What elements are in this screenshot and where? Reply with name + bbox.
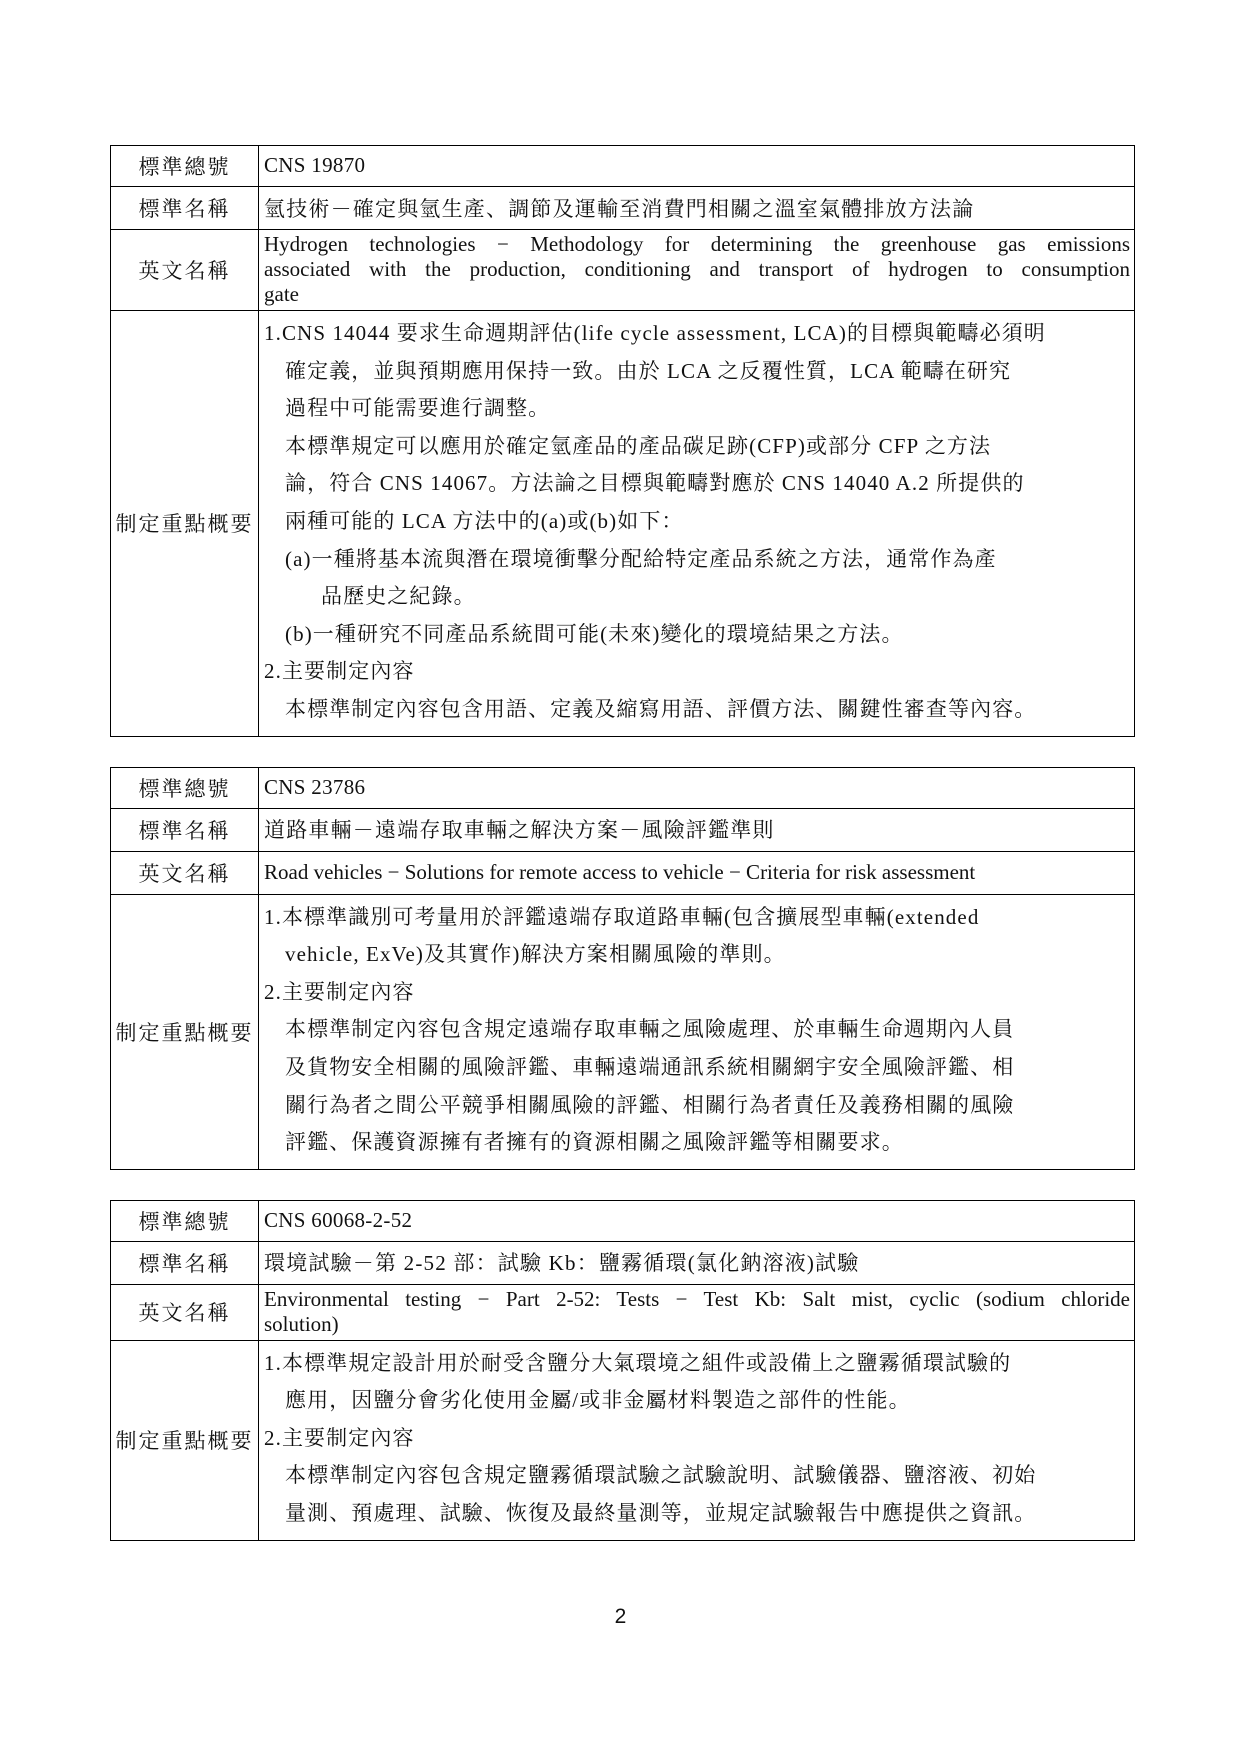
summary-line: 論，符合 CNS 14067。方法論之目標與範疇對應於 CNS 14040 A.2 所提供的 — [285, 471, 1025, 496]
summary-line: 本標準制定內容包含規定遠端存取車輛之風險處理、於車輛生命週期內人員 — [285, 1017, 1015, 1042]
english-name-label: 英文名稱 — [111, 230, 259, 311]
english-line: solution) — [264, 1311, 339, 1336]
summary-line: 過程中可能需要進行調整。 — [285, 396, 551, 421]
english-name-row — [111, 1284, 1135, 1340]
standard-table-cns-60068-2-52 — [110, 1200, 1135, 1541]
standard-table-cns-19870 — [110, 145, 1135, 737]
english-name-label: 英文名稱 — [111, 1284, 259, 1340]
summary-row — [111, 894, 1135, 1169]
english-name-row — [111, 851, 1135, 894]
standard-code-row — [111, 1200, 1135, 1241]
summary-label: 制定重點概要 — [111, 311, 259, 737]
standard-name-label: 標準名稱 — [111, 187, 259, 230]
page-number: 2 — [614, 1605, 627, 1628]
summary-line: 應用，因鹽分會劣化使用金屬/或非金屬材料製造之部件的性能。 — [285, 1388, 911, 1413]
summary-value — [259, 894, 1135, 1169]
summary-line: 兩種可能的 LCA 方法中的(a)或(b)如下： — [285, 508, 684, 533]
english-name-value — [259, 1284, 1135, 1340]
standard-name-value: 氫技術－確定與氫生產、調節及運輸至消費門相關之溫室氣體排放方法論 — [259, 187, 1135, 230]
standard-name-row — [111, 187, 1135, 230]
standard-name-value: 道路車輛－遠端存取車輛之解決方案－風險評鑑準則 — [259, 808, 1135, 851]
summary-line: 關行為者之間公平競爭相關風險的評鑑、相關行為者責任及義務相關的風險 — [285, 1092, 1015, 1117]
standard-code-row — [111, 767, 1135, 808]
summary-line: (b)一種研究不同產品系統間可能(未來)變化的環境結果之方法。 — [285, 621, 904, 646]
standard-name-value: 環境試驗－第 2-52 部：試驗 Kb：鹽霧循環(氯化鈉溶液)試驗 — [259, 1241, 1135, 1284]
standard-code-value: CNS 23786 — [259, 767, 1135, 808]
summary-line: vehicle, ExVe)及其實作)解決方案相關風險的準則。 — [285, 942, 786, 967]
english-name-value — [259, 851, 1135, 894]
standard-code-label: 標準總號 — [111, 767, 259, 808]
summary-line: 1.本標準規定設計用於耐受含鹽分大氣環境之組件或設備上之鹽霧循環試驗的 — [264, 1350, 1012, 1375]
summary-line: 2.主要制定內容 — [264, 1425, 415, 1450]
standard-name-label: 標準名稱 — [111, 808, 259, 851]
summary-label: 制定重點概要 — [111, 1340, 259, 1540]
standard-code-row — [111, 146, 1135, 187]
standard-name-label: 標準名稱 — [111, 1241, 259, 1284]
summary-row — [111, 1340, 1135, 1540]
summary-line: 及貨物安全相關的風險評鑑、車輛遠端通訊系統相關網宇安全風險評鑑、相 — [285, 1054, 1015, 1079]
summary-label: 制定重點概要 — [111, 894, 259, 1169]
summary-line: 本標準制定內容包含用語、定義及縮寫用語、評價方法、關鍵性審查等內容。 — [285, 696, 1037, 721]
standard-name-row — [111, 808, 1135, 851]
standard-code-label: 標準總號 — [111, 1200, 259, 1241]
english-line: gate — [264, 282, 299, 306]
standard-code-value: CNS 60068-2-52 — [259, 1200, 1135, 1241]
summary-line: 1.本標準識別可考量用於評鑑遠端存取道路車輛(包含擴展型車輛(extended — [264, 904, 980, 929]
english-line: Road vehicles − Solutions for remote access to vehicle − Criteria for risk assessment — [264, 859, 976, 884]
standard-name-row — [111, 1241, 1135, 1284]
english-name-value — [259, 230, 1135, 311]
summary-value — [259, 311, 1135, 737]
summary-line: 1.CNS 14044 要求生命週期評估(life cycle assessment, LCA)的目標與範疇必須明 — [264, 321, 1046, 345]
summary-line: 確定義，並與預期應用保持一致。由於 LCA 之反覆性質，LCA 範疇在研究 — [285, 358, 1012, 383]
standard-code-label: 標準總號 — [111, 146, 259, 187]
summary-row — [111, 311, 1135, 737]
standard-code-value: CNS 19870 — [259, 146, 1135, 187]
summary-line: 本標準規定可以應用於確定氫產品的產品碳足跡(CFP)或部分 CFP 之方法 — [285, 433, 992, 458]
english-line: associated with the production, conditioning and transport of hydrogen to consumption — [264, 257, 1130, 281]
summary-line: 評鑑、保護資源擁有者擁有的資源相關之風險評鑑等相關要求。 — [285, 1130, 904, 1155]
english-name-row — [111, 230, 1135, 311]
summary-line: 品歷史之紀錄。 — [321, 584, 476, 609]
summary-value — [259, 1340, 1135, 1540]
summary-line: 本標準制定內容包含規定鹽霧循環試驗之試驗說明、試驗儀器、鹽溶液、初始 — [285, 1463, 1037, 1488]
english-line: Environmental testing − Part 2-52: Tests − Test Kb: Salt mist, cyclic (sodium chloride — [264, 1286, 1130, 1311]
summary-line: 2.主要制定內容 — [264, 659, 415, 684]
summary-line: (a)一種將基本流與潛在環境衝擊分配給特定產品系統之方法，通常作為產 — [285, 546, 997, 571]
summary-line: 量測、預處理、試驗、恢復及最終量測等，並規定試驗報告中應提供之資訊。 — [285, 1501, 1037, 1526]
english-line: Hydrogen technologies − Methodology for determining the greenhouse gas emissions — [264, 232, 1130, 256]
english-name-label: 英文名稱 — [111, 851, 259, 894]
summary-line: 2.主要制定內容 — [264, 979, 415, 1004]
standard-table-cns-23786 — [110, 767, 1135, 1170]
